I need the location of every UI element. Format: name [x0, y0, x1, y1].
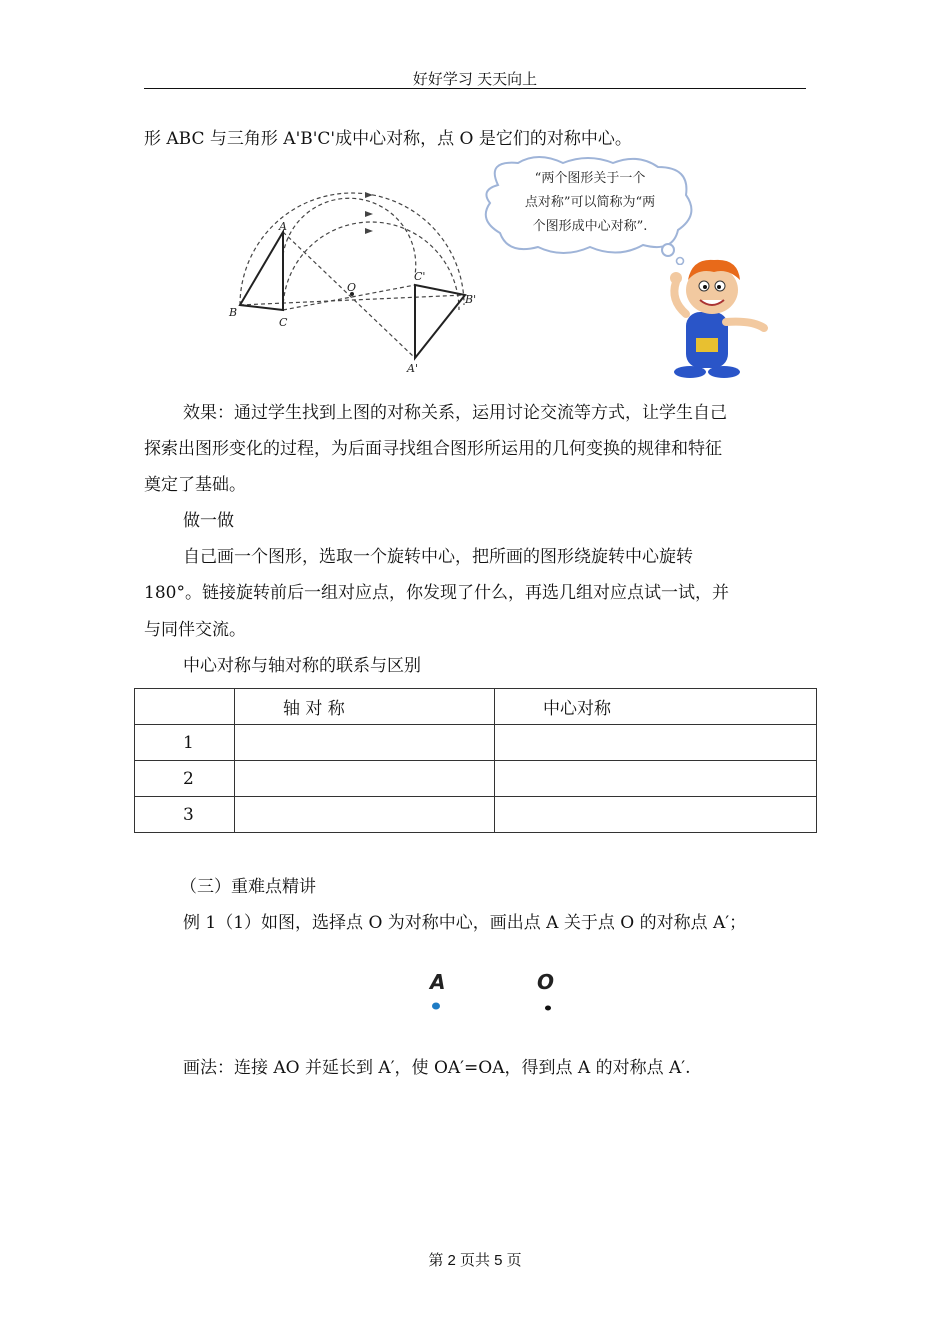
do-it-line-2: 180°。链接旋转前后一组对应点，你发现了什么，再选几组对应点试一试，并	[144, 583, 729, 603]
label-A: A	[279, 220, 287, 233]
do-it-title: 做一做	[183, 511, 234, 531]
drawing-method: 画法：连接 AO 并延长到 A′，使 OA′=OA，得到点 A 的对称点 A′.	[183, 1058, 691, 1078]
arm-icon	[726, 322, 764, 328]
effect-line-3: 奠定了基础。	[144, 475, 246, 495]
table-cell	[235, 725, 495, 761]
raised-arm-icon	[674, 282, 686, 314]
table-cell: 2	[135, 761, 235, 797]
label-A-prime: A'	[407, 362, 418, 375]
arrow-head	[365, 228, 373, 234]
label-B: B	[229, 306, 238, 319]
label-O: O	[347, 281, 357, 294]
table-cell	[495, 725, 817, 761]
segment-AA'	[283, 232, 415, 358]
table-header-cell: 中心对称	[495, 689, 817, 725]
page-footer: 第 2 页共 5 页	[428, 1252, 522, 1269]
points-figure	[420, 965, 570, 1025]
bubble-line: “两个图形关于一个	[534, 171, 646, 186]
table-row	[135, 725, 817, 761]
do-it-line-1: 自己画一个图形，选取一个旋转中心，把所画的图形绕旋转中心旋转	[183, 547, 693, 567]
intro-line: 形 ABC 与三角形 A'B'C'成中心对称，点 O 是它们的对称中心。	[144, 129, 632, 149]
arc-inner	[283, 198, 416, 275]
point-O-dot	[545, 1006, 551, 1011]
table-cell: 1	[135, 725, 235, 761]
table-cell	[495, 797, 817, 833]
table-cell	[495, 761, 817, 797]
pocket-icon	[696, 338, 718, 352]
table-header-cell: 轴 对 称	[235, 689, 495, 725]
cartoon-character-icon	[662, 250, 772, 380]
table-row	[135, 761, 817, 797]
label-C-prime: C'	[414, 270, 426, 283]
bubble-line: 个图形成中心对称”.	[532, 219, 648, 234]
example-1: 例 1（1）如图，选择点 O 为对称中心，画出点 A 关于点 O 的对称点 A′；	[183, 913, 747, 933]
hand-icon	[670, 272, 682, 284]
table-cell: 3	[135, 797, 235, 833]
table-header-row	[135, 689, 817, 725]
section3-title: （三）重难点精讲	[180, 877, 316, 897]
central-symmetry-diagram	[225, 170, 485, 385]
table-title: 中心对称与轴对称的联系与区别	[183, 656, 421, 676]
label-B-prime: B'	[465, 293, 477, 306]
effect-line-2: 探索出图形变化的过程，为后面寻找组合图形所运用的几何变换的规律和特征	[144, 439, 722, 459]
table-cell	[235, 761, 495, 797]
point-A-label: A	[430, 970, 446, 994]
header-rule	[144, 88, 806, 89]
label-C: C	[279, 316, 288, 329]
table-cell	[235, 797, 495, 833]
table-header-cell	[135, 689, 235, 725]
point-O-label: O	[537, 970, 555, 994]
bubble-line: 点对称”可以简称为“两	[524, 195, 656, 210]
comparison-table	[134, 688, 817, 833]
effect-line-1: 效果：通过学生找到上图的对称关系，运用讨论交流等方式，让学生自己	[183, 403, 727, 423]
arrow-head	[365, 211, 373, 217]
arrow-head	[365, 192, 373, 198]
do-it-line-3: 与同伴交流。	[144, 620, 246, 640]
page-header: 好好学习 天天向上	[412, 71, 538, 88]
point-A-dot	[432, 1003, 440, 1010]
triangle-ABC	[240, 232, 283, 310]
table-row	[135, 797, 817, 833]
bubble-text	[505, 167, 675, 239]
